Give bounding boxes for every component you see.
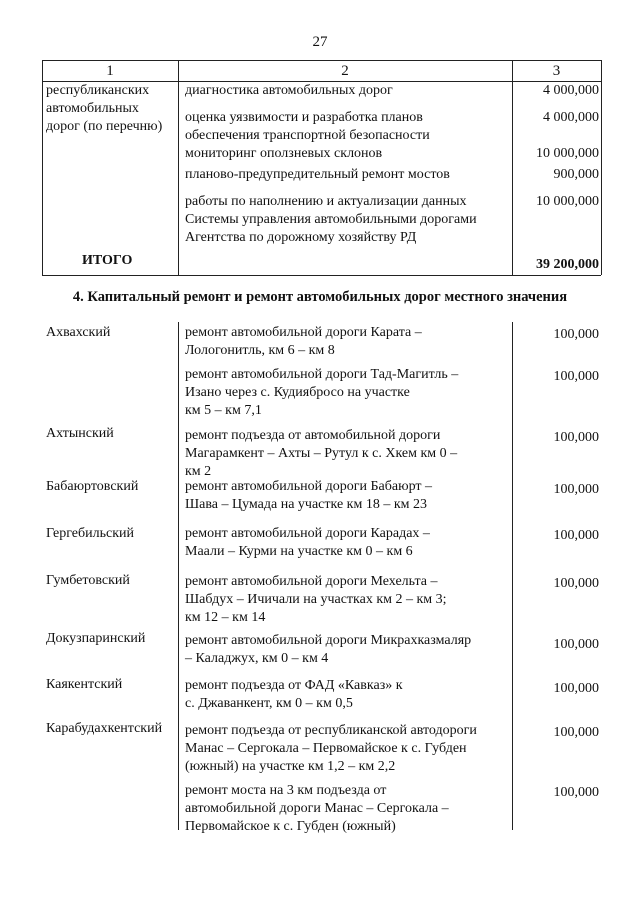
- work-cell: ремонт автомобильной дороги Бабаюрт – Шава – Цумада на участке км 18 – км 23: [185, 479, 432, 512]
- work-cell: ремонт моста на 3 км подъезда от автомобильной дороги Манас – Сергокала – Первомайское к с. Губден (южный): [185, 783, 449, 834]
- work-cell: оценка уязвимости и разработка планов обеспечения транспортной безопасности: [185, 110, 430, 143]
- amount-cell: 10 000,000: [536, 146, 599, 161]
- work-cell: ремонт автомобильной дороги Карата – Лологонитль, км 6 – км 8: [185, 325, 422, 358]
- section-title: 4. Капитальный ремонт и ремонт автомобильных дорог местного значения: [72, 289, 568, 305]
- amount-cell: 100,000: [553, 327, 599, 342]
- column-header-1: 1: [106, 63, 114, 79]
- district-cell: Каякентский: [46, 677, 123, 692]
- amount-cell: 100,000: [553, 369, 599, 384]
- amount-cell: 100,000: [553, 681, 599, 696]
- total-label: ИТОГО: [82, 253, 133, 268]
- column-header-2: 2: [341, 63, 349, 79]
- work-cell: ремонт автомобильной дороги Тад-Магитль – Изано через с. Кудиябросо на участке км 5 – км 7,1: [185, 367, 459, 418]
- total-value: 39 200,000: [536, 257, 599, 272]
- table-left-border: [42, 60, 43, 275]
- column-divider-1: [178, 322, 179, 830]
- district-cell: Докузпаринский: [46, 631, 146, 646]
- district-cell: Карабудахкентский: [46, 721, 163, 736]
- amount-cell: 100,000: [553, 725, 599, 740]
- amount-cell: 100,000: [553, 430, 599, 445]
- district-cell: Ахвахский: [46, 325, 111, 340]
- page-number: 27: [312, 34, 328, 50]
- table-bottom-border: [42, 275, 601, 276]
- amount-cell: 4 000,000: [543, 110, 599, 125]
- district-cell: Бабаюртовский: [46, 479, 139, 494]
- work-cell: диагностика автомобильных дорог: [185, 83, 393, 98]
- column-divider-1: [178, 60, 179, 275]
- region-cell: республиканских автомобильных дорог (по перечню): [46, 83, 163, 134]
- amount-cell: 100,000: [553, 482, 599, 497]
- table-right-border: [601, 60, 602, 275]
- work-cell: ремонт автомобильной дороги Микрахказмаляр – Каладжух, км 0 – км 4: [185, 633, 472, 666]
- work-cell: ремонт подъезда от республиканской автодороги Манас – Сергокала – Первомайское к с. Губден (южный) на участке км 1,2 – км 2,2: [185, 723, 477, 774]
- district-cell: Ахтынский: [46, 426, 114, 441]
- amount-cell: 100,000: [553, 576, 599, 591]
- district-cell: Гергебильский: [46, 526, 134, 541]
- amount-cell: 10 000,000: [536, 194, 599, 209]
- column-header-3: 3: [552, 63, 561, 79]
- work-cell: мониторинг оползневых склонов: [185, 146, 383, 161]
- work-cell: работы по наполнению и актуализации данных Системы управления автомобильными дорогами Агентства по дорожному хозяйству РД: [185, 194, 477, 245]
- work-cell: ремонт подъезда от автомобильной дороги Магарамкент – Ахты – Рутул к с. Хкем км 0 – км 2: [185, 428, 458, 479]
- district-cell: Гумбетовский: [46, 573, 130, 588]
- amount-cell: 900,000: [553, 167, 599, 182]
- amount-cell: 100,000: [553, 637, 599, 652]
- amount-cell: 4 000,000: [543, 83, 599, 98]
- work-cell: ремонт автомобильной дороги Карадах – Маали – Курми на участке км 0 – км 6: [185, 526, 430, 559]
- amount-cell: 100,000: [553, 528, 599, 543]
- amount-cell: 100,000: [553, 785, 599, 800]
- work-cell: планово-предупредительный ремонт мостов: [185, 167, 450, 182]
- table-top-border: [42, 60, 601, 61]
- work-cell: ремонт автомобильной дороги Мехельта – Шабдух – Ичичали на участках км 2 – км 3; км 12 – км 14: [185, 574, 447, 625]
- work-cell: ремонт подъезда от ФАД «Кавказ» к с. Джаванкент, км 0 – км 0,5: [185, 678, 403, 711]
